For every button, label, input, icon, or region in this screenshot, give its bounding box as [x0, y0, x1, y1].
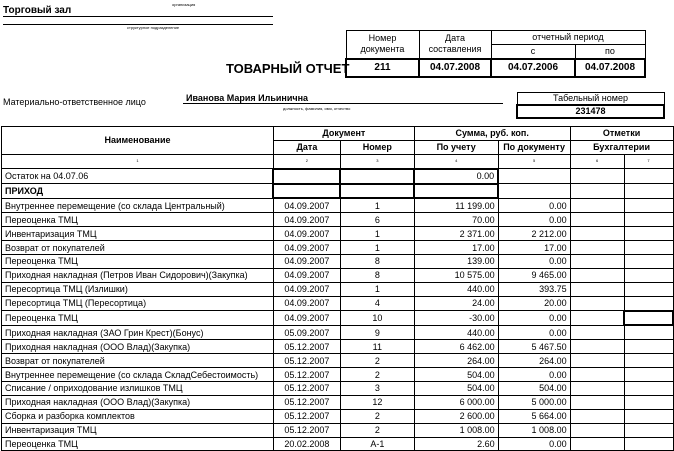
tab-number-table [516, 92, 665, 119]
row-number: 8 [340, 268, 414, 282]
responsible-line [183, 103, 503, 104]
row-by-account: 6 000.00 [414, 395, 498, 409]
doc-date-label: Дата составления [419, 31, 491, 59]
row-mark-2 [624, 395, 673, 409]
row-mark-1 [570, 311, 624, 326]
row-name: Приходная накладная (ООО Влад)(Закупка) [2, 395, 274, 409]
row-mark-1 [570, 437, 624, 451]
row-by-doc: 0.00 [498, 198, 570, 212]
table-row [2, 255, 674, 269]
row-mark-1 [570, 268, 624, 282]
row-by-account: 6 462.00 [414, 340, 498, 354]
row-name: Инвентаризация ТМЦ [2, 423, 274, 437]
row-name: Пересортица ТМЦ (Пересортица) [2, 296, 274, 310]
row-name: Возврат от покупателей [2, 354, 274, 368]
income-row [2, 184, 674, 199]
period-from-label: с [491, 44, 575, 58]
row-mark-2 [624, 213, 673, 227]
row-name: Приходная накладная (ЗАО Грин Крест)(Бонус) [2, 325, 274, 339]
row-by-doc: 393.75 [498, 282, 570, 296]
table-row [2, 311, 674, 326]
row-by-doc: 0.00 [498, 325, 570, 339]
row-name: Переоценка ТМЦ [2, 437, 274, 451]
responsible-caption: должность, фамилия, имя, отчество [283, 106, 351, 111]
period-label: отчетный период [491, 31, 645, 45]
col-num-5: 5 [498, 154, 570, 168]
row-mark-2 [624, 437, 673, 451]
org-name: Торговый зал [3, 5, 72, 16]
row-by-doc: 5 000.00 [498, 395, 570, 409]
row-mark-1 [570, 409, 624, 423]
row-mark-2 [624, 296, 673, 310]
table-row [2, 198, 674, 212]
row-mark-1 [570, 423, 624, 437]
row-by-doc: 17.00 [498, 241, 570, 255]
row-mark-1 [570, 382, 624, 396]
row-number: 10 [340, 311, 414, 326]
table-row [2, 268, 674, 282]
row-name: Внутреннее перемещение (со склада СкладСебестоимость) [2, 368, 274, 382]
table-row [2, 423, 674, 437]
row-mark-2 [624, 325, 673, 339]
row-number: 9 [340, 325, 414, 339]
col-name-header: Наименование [2, 127, 274, 155]
row-mark-1 [570, 255, 624, 269]
row-date: 05.12.2007 [273, 368, 340, 382]
row-date: 04.09.2007 [273, 198, 340, 212]
row-date: 04.09.2007 [273, 282, 340, 296]
row-date: 05.12.2007 [273, 395, 340, 409]
balance-value: 0.00 [414, 169, 498, 184]
row-by-doc: 504.00 [498, 382, 570, 396]
responsible-label: Материально-ответственное лицо [3, 97, 146, 107]
row-number: 1 [340, 241, 414, 255]
tab-number: 231478 [517, 105, 664, 118]
doc-number: 211 [346, 59, 419, 77]
row-name: Внутреннее перемещение (со склада Центральный) [2, 198, 274, 212]
row-name: Сборка и разборка комплектов [2, 409, 274, 423]
col-date-header: Дата [273, 140, 340, 154]
row-mark-2 [624, 409, 673, 423]
row-by-doc: 2 212.00 [498, 227, 570, 241]
row-date: 05.12.2007 [273, 423, 340, 437]
row-mark-2 [624, 423, 673, 437]
row-by-account: 139.00 [414, 255, 498, 269]
row-mark-2 [624, 241, 673, 255]
row-number: 3 [340, 382, 414, 396]
row-by-doc: 0.00 [498, 437, 570, 451]
responsible-name: Иванова Мария Ильинична [186, 93, 309, 103]
row-number: 1 [340, 227, 414, 241]
row-number: 11 [340, 340, 414, 354]
row-mark-1 [570, 213, 624, 227]
row-date: 20.02.2008 [273, 437, 340, 451]
row-by-doc: 0.00 [498, 368, 570, 382]
row-date: 05.12.2007 [273, 382, 340, 396]
col-num-6: 6 [570, 154, 624, 168]
row-name: Пересортица ТМЦ (Излишки) [2, 282, 274, 296]
row-by-account: 17.00 [414, 241, 498, 255]
row-mark-1 [570, 325, 624, 339]
table-row [2, 395, 674, 409]
row-mark-2 [624, 255, 673, 269]
row-by-doc: 0.00 [498, 255, 570, 269]
row-by-doc: 20.00 [498, 296, 570, 310]
col-num-1: 1 [2, 154, 274, 168]
org-line [3, 16, 273, 17]
row-by-doc: 0.00 [498, 213, 570, 227]
row-mark-1 [570, 227, 624, 241]
row-mark-1 [570, 241, 624, 255]
balance-label: Остаток на 04.07.06 [2, 169, 274, 184]
row-number: 6 [340, 213, 414, 227]
row-mark-2 [624, 227, 673, 241]
table-row [2, 296, 674, 310]
table-row [2, 382, 674, 396]
col-sum-header: Сумма, руб. коп. [414, 127, 570, 141]
row-date: 05.12.2007 [273, 340, 340, 354]
row-mark-2 [624, 311, 673, 326]
table-row [2, 437, 674, 451]
row-number: 2 [340, 354, 414, 368]
row-number: 2 [340, 368, 414, 382]
table-row [2, 241, 674, 255]
row-number: 12 [340, 395, 414, 409]
row-number: 1 [340, 198, 414, 212]
structure-line [3, 24, 273, 25]
goods-report-table [1, 126, 674, 451]
row-by-account: 70.00 [414, 213, 498, 227]
row-number: 2 [340, 409, 414, 423]
row-by-doc: 5 467.50 [498, 340, 570, 354]
table-row [2, 368, 674, 382]
row-mark-2 [624, 268, 673, 282]
structure-caption: структурное подразделение [127, 25, 180, 30]
row-date: 04.09.2007 [273, 227, 340, 241]
row-mark-1 [570, 282, 624, 296]
row-name: Приходная накладная (Петров Иван Сидорович)(Закупка) [2, 268, 274, 282]
row-number: 2 [340, 423, 414, 437]
table-row [2, 340, 674, 354]
row-date: 05.12.2007 [273, 354, 340, 368]
col-num-2: 2 [273, 154, 340, 168]
row-by-account: 504.00 [414, 382, 498, 396]
row-by-account: 440.00 [414, 282, 498, 296]
row-by-doc: 9 465.00 [498, 268, 570, 282]
row-by-account: 2.60 [414, 437, 498, 451]
org-caption: организация [172, 2, 196, 7]
row-mark-1 [570, 340, 624, 354]
row-by-account: -30.00 [414, 311, 498, 326]
row-by-doc: 5 664.00 [498, 409, 570, 423]
row-by-account: 2 371.00 [414, 227, 498, 241]
row-by-account: 11 199.00 [414, 198, 498, 212]
row-by-account: 24.00 [414, 296, 498, 310]
row-by-account: 264.00 [414, 354, 498, 368]
col-by-account-header: По учету [414, 140, 498, 154]
doc-date: 04.07.2008 [419, 59, 491, 77]
row-date: 04.09.2007 [273, 311, 340, 326]
col-num-4: 4 [414, 154, 498, 168]
row-by-account: 10 575.00 [414, 268, 498, 282]
table-row [2, 325, 674, 339]
row-mark-1 [570, 395, 624, 409]
row-date: 04.09.2007 [273, 268, 340, 282]
row-date: 04.09.2007 [273, 296, 340, 310]
col-num-7: 7 [624, 154, 673, 168]
row-mark-1 [570, 198, 624, 212]
row-by-doc: 1 008.00 [498, 423, 570, 437]
tab-number-label: Табельный номер [517, 93, 664, 106]
col-num-3: 3 [340, 154, 414, 168]
row-by-account: 440.00 [414, 325, 498, 339]
row-mark-2 [624, 368, 673, 382]
doc-number-label: Номер документа [346, 31, 419, 59]
row-mark-2 [624, 198, 673, 212]
period-to: 04.07.2008 [575, 59, 645, 77]
row-mark-2 [624, 340, 673, 354]
row-name: Возврат от покупателей [2, 241, 274, 255]
col-document-header: Документ [273, 127, 414, 141]
row-by-doc: 264.00 [498, 354, 570, 368]
table-row [2, 227, 674, 241]
row-mark-2 [624, 354, 673, 368]
table-row [2, 282, 674, 296]
balance-row [2, 169, 674, 184]
row-name: Приходная накладная (ООО Влад)(Закупка) [2, 340, 274, 354]
row-name: Переоценка ТМЦ [2, 255, 274, 269]
row-name: Переоценка ТМЦ [2, 311, 274, 326]
row-number: 1 [340, 282, 414, 296]
row-number: А-1 [340, 437, 414, 451]
period-to-label: по [575, 44, 645, 58]
row-date: 04.09.2007 [273, 255, 340, 269]
col-accounting-header: Бухгалтерии [570, 140, 673, 154]
col-by-doc-header: По документу [498, 140, 570, 154]
row-mark-1 [570, 296, 624, 310]
row-date: 05.09.2007 [273, 325, 340, 339]
report-title: ТОВАРНЫЙ ОТЧЕТ [226, 61, 350, 76]
row-date: 04.09.2007 [273, 213, 340, 227]
income-label: ПРИХОД [2, 184, 274, 199]
table-row [2, 354, 674, 368]
row-by-account: 2 600.00 [414, 409, 498, 423]
row-mark-1 [570, 354, 624, 368]
row-mark-1 [570, 368, 624, 382]
period-from: 04.07.2006 [491, 59, 575, 77]
row-by-account: 504.00 [414, 368, 498, 382]
row-name: Списание / оприходование излишков ТМЦ [2, 382, 274, 396]
row-date: 05.12.2007 [273, 409, 340, 423]
row-by-doc: 0.00 [498, 311, 570, 326]
row-mark-2 [624, 382, 673, 396]
table-row [2, 213, 674, 227]
col-number-header: Номер [340, 140, 414, 154]
row-mark-2 [624, 282, 673, 296]
table-row [2, 409, 674, 423]
row-number: 4 [340, 296, 414, 310]
row-name: Инвентаризация ТМЦ [2, 227, 274, 241]
report-header-table [345, 30, 646, 78]
row-number: 8 [340, 255, 414, 269]
row-date: 04.09.2007 [273, 241, 340, 255]
row-by-account: 1 008.00 [414, 423, 498, 437]
row-name: Переоценка ТМЦ [2, 213, 274, 227]
col-marks-header: Отметки [570, 127, 673, 141]
